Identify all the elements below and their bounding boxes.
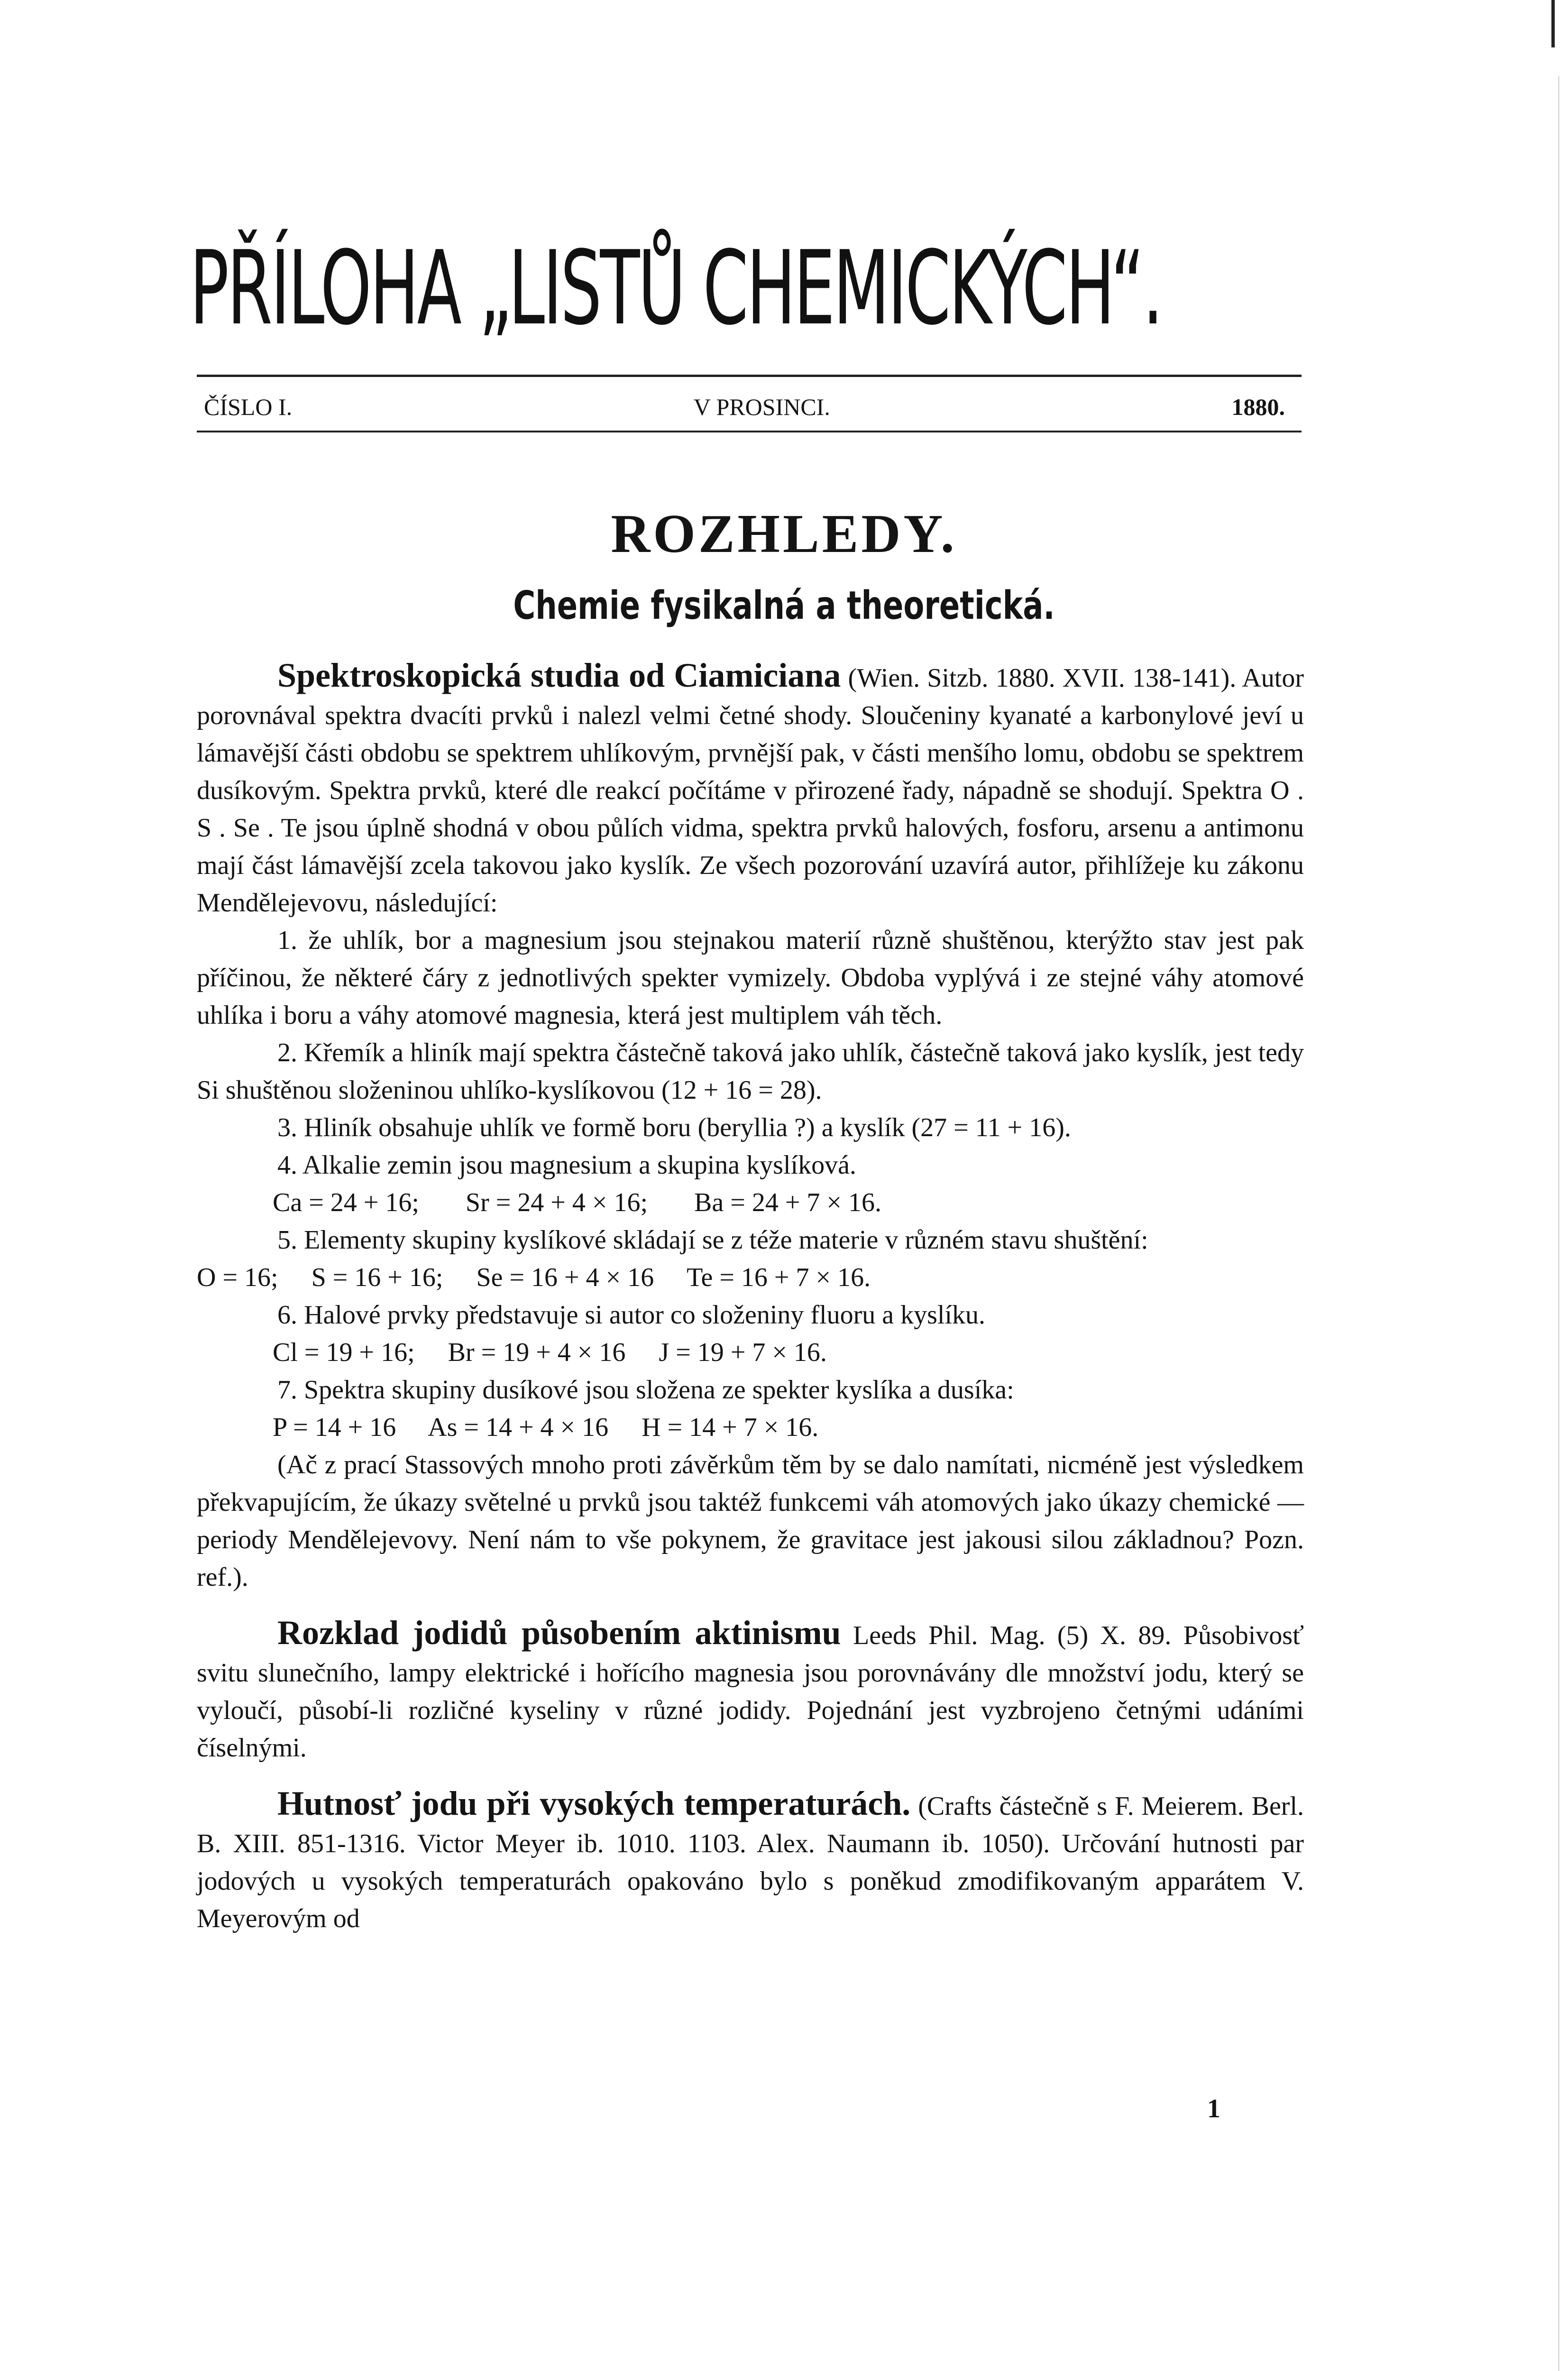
article-body bbox=[197, 657, 1304, 1938]
formula-nitrogen-group: P = 14 + 16 As = 14 + 4 × 16 H = 14 + 7 × 16. bbox=[273, 1413, 819, 1442]
reviewer-note: (Ač z prací Stassových mnoho proti závěrkům těm by se dalo namítati, nicméně jest výsledkem překvapujícím, že úkazy světelné u prvků jsou taktéž funkcemi váh atomových jako úkazy chemické — periody Mendělejevovy. Není nám to vše pokynem, že gravitace jest jakousi silou základnou? Pozn. ref.). bbox=[197, 1450, 1304, 1592]
article-text: (Crafts částečně s F. Meierem. Berl. B. XIII. 851-1316. Victor Meyer ib. 1010. 1103. Alex. Naumann ib. 1050). Určování hutnosti par jodových u vysokých temperaturách opakováno bylo s poněkud zmodifikovaným apparátem V. Meyerovým od bbox=[197, 1792, 1304, 1933]
formula-alkaline-earths: Ca = 24 + 16; Sr = 24 + 4 × 16; Ba = 24 + 7 × 16. bbox=[273, 1188, 881, 1217]
issue-line bbox=[204, 388, 1285, 426]
article-rozklad-jodidu bbox=[197, 1614, 1304, 1767]
subsection-title: Chemie fysikalná a theoretická. bbox=[513, 583, 1055, 628]
page-edge-shadow bbox=[1558, 76, 1559, 2371]
article-intro: (Wien. Sitzb. 1880. XVII. 138-141). Autor porovnával spektra dvacíti prvků i nalezl velmi četné shody. Sloučeniny kyanaté a karbonylové jeví u lámavější části obdobu se spektrem uhlíkovým, prvnější pak, v části menšího lomu, obdobu se spektrem dusíkovým. Spektra prvků, které dle reakcí počítáme v přirozené řady, nápadně se shodují. Spektra O . S . Se . Te jsou úplně shodná v obou půlích vidma, spektra prvků halových, fosforu, arsenu a antimonu mají část lámavější zcela takovou jako kyslík. Ze všech pozorování uzavírá autor, přihlížeje ku zákonu Mendělejevovu, následující: bbox=[197, 663, 1304, 918]
article-text: Leeds Phil. Mag. (5) X. 89. Působivosť svitu slunečního, lampy elektrické i hořícího magnesia jsou porovnávány dle množství jodu, který se vyloučí, působí-li rozličné kyseliny v různé jodidy. Pojednání jest vyzbrojeno četnými udáními číselnými. bbox=[197, 1621, 1304, 1763]
article-hutnost-jodu bbox=[197, 1785, 1304, 1938]
conclusion-1: 1. že uhlík, bor a magnesium jsou stejnakou materií různě shuštěnou, kterýžto stav jest pak příčinou, že některé čáry z jednotlivých spekter vymizely. Obdoba vyplývá i ze stejné váhy atomové uhlíka i boru a váhy atomové magnesia, která jest multiplem váh těch. bbox=[197, 926, 1304, 1030]
formula-halogens: Cl = 19 + 16; Br = 19 + 4 × 16 J = 19 + 7 × 16. bbox=[273, 1338, 827, 1367]
article-title: Spektroskopická studia od Ciamiciana bbox=[277, 656, 841, 694]
issue-number: ČÍSLO I. bbox=[204, 394, 293, 420]
header-rule-top bbox=[197, 375, 1302, 377]
page-number: 1 bbox=[1207, 2094, 1220, 2123]
formula-oxygen-group: O = 16; S = 16 + 16; Se = 16 + 4 × 16 Te = 16 + 7 × 16. bbox=[197, 1263, 871, 1292]
article-title: Hutnosť jodu při vysokých temperaturách. bbox=[277, 1784, 911, 1822]
conclusion-6: 6. Halové prvky představuje si autor co složeniny fluoru a kyslíku. bbox=[277, 1300, 985, 1330]
issue-year: 1880. bbox=[1231, 394, 1285, 420]
header-rule-bottom bbox=[197, 431, 1302, 432]
conclusion-5: 5. Elementy skupiny kyslíkové skládají se z téže materie v různém stavu shuštění: bbox=[277, 1225, 1148, 1255]
page-edge-mark bbox=[1551, 0, 1555, 47]
conclusion-4: 4. Alkalie zemin jsou magnesium a skupina kyslíková. bbox=[277, 1150, 856, 1180]
conclusion-3: 3. Hliník obsahuje uhlík ve formě boru (beryllia ?) a kyslík (27 = 11 + 16). bbox=[277, 1113, 1071, 1142]
conclusion-2: 2. Křemík a hliník mají spektra částečně taková jako uhlík, částečně taková jako kyslík, jest tedy Si shuštěnou složeninou uhlíko-kyslíkovou (12 + 16 = 28). bbox=[197, 1038, 1304, 1105]
masthead-title: PŘÍLOHA „LISTŮ CHEMICKÝCH“. bbox=[190, 229, 1162, 348]
issue-month: V PROSINCI. bbox=[693, 394, 830, 420]
article-title: Rozklad jodidů působením aktinismu bbox=[277, 1614, 841, 1652]
article-spektroskopicka bbox=[197, 657, 1304, 922]
conclusion-7: 7. Spektra skupiny dusíkové jsou složena ze spekter kyslíka a dusíka: bbox=[277, 1375, 1014, 1405]
section-title: ROZHLEDY. bbox=[611, 504, 957, 564]
